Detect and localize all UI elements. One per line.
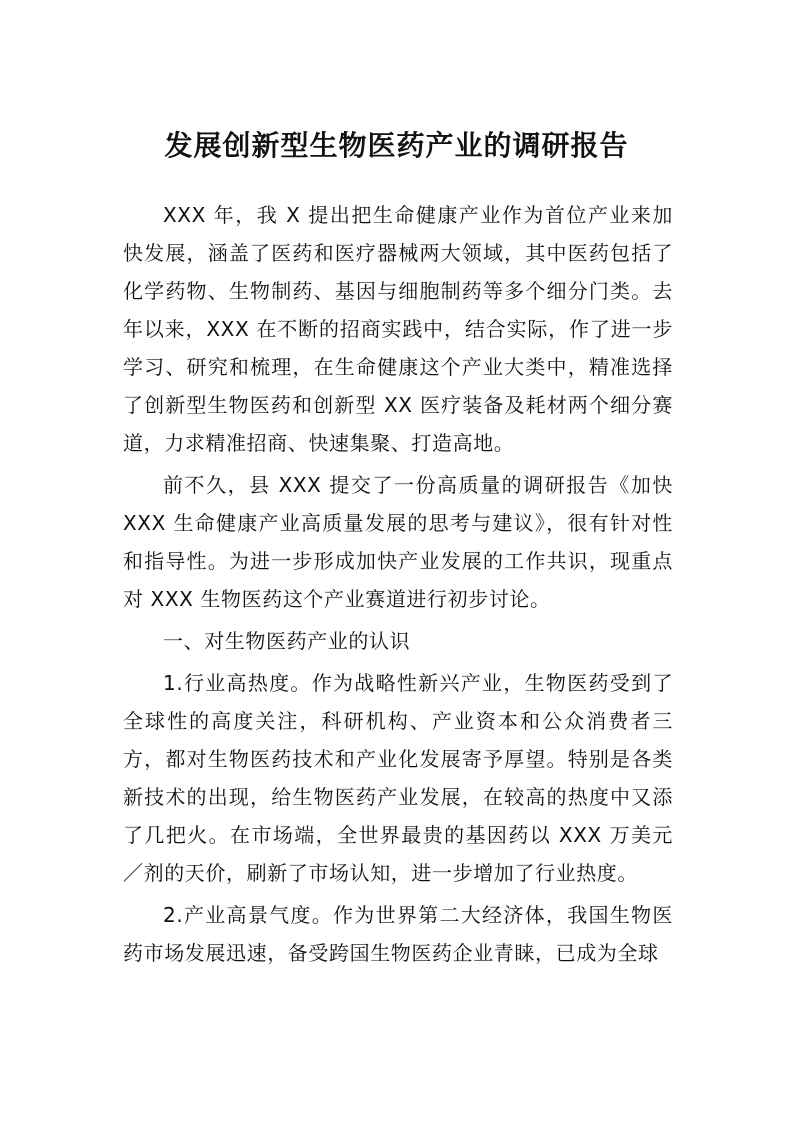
paragraph-report: 前不久，县 XXX 提交了一份高质量的调研报告《加快 XXX 生命健康产业高质量发展的思考与建议》，很有针对性和指导性。为进一步形成加快产业发展的工作共识，现重点对 XXX 生物医药这个产业赛道进行初步讨论。 [123,473,673,611]
document-title: 发展创新型生物医药产业的调研报告 [164,129,629,162]
paragraph-intro: XXX 年，我 X 提出把生命健康产业作为首位产业来加快发展，涵盖了医药和医疗器械两大领域，其中医药包括了化学药物、生物制药、基因与细胞制药等多个细分门类。去年以来，XXX 在不断的招商实践中，结合实际，作了进一步学习、研究和梳理，在生命健康这个产业大类中，精准选择了创新型生物医药和创新型 XX 医疗装备及耗材两个细分赛道，力求精准招商、快速集聚、打造高地。 [123,203,673,455]
paragraph-point-1: 1.行业高热度。作为战略性新兴产业，生物医药受到了全球性的高度关注，科研机构、产业资本和公众消费者三方，都对生物医药技术和产业化发展寄予厚望。特别是各类新技术的出现，给生物医药产业发展，在较高的热度中又添了几把火。在市场端，全世界最贵的基因药以 XXX 万美元／剂的天价，刷新了市场认知，进一步增加了行业热度。 [123,671,673,885]
document-body [123,196,673,976]
paragraph-point-2: 2.产业高景气度。作为世界第二大经济体，我国生物医药市场发展迅速，备受跨国生物医药企业青睐，已成为全球 [123,903,673,965]
section-heading-1: 一、对生物医药产业的认识 [163,629,411,653]
